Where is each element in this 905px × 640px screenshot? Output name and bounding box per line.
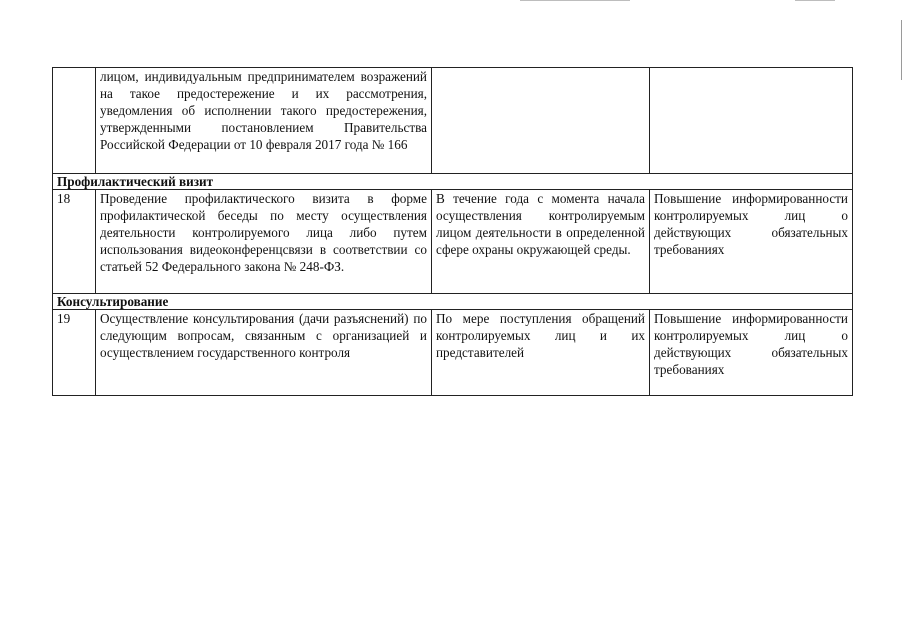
activity-cell: Осуществление консультирования (дачи разъяснений) по следующим вопросам, связанным с организацией и осуществлением государственного контроля [96,310,432,396]
row-number [53,68,96,174]
activity-cell: лицом, индивидуальным предпринимателем возражений на такое предостережение и их рассмотрения, уведомления об исполнении такого предостережения, утвержденными постановлением Правительства Российской Федерации от 10 февраля 2017 года № 166 [96,68,432,174]
period-cell [432,68,650,174]
result-cell: Повышение информированности контролируемых лиц о действующих обязательных требованиях [650,190,853,294]
row-number: 19 [53,310,96,396]
section-header-row [53,294,853,310]
section-title: Консультирование [53,294,853,310]
period-cell: По мере поступления обращений контролируемых лиц и их представителей [432,310,650,396]
section-header-row [53,174,853,190]
table-row [53,68,853,174]
activities-table [52,67,853,396]
section-title: Профилактический визит [53,174,853,190]
result-cell: Повышение информированности контролируемых лиц о действующих обязательных требованиях [650,310,853,396]
table-row [53,190,853,294]
period-cell: В течение года с момента начала осуществления контролируемым лицом деятельности в определенной сфере охраны окружающей среды. [432,190,650,294]
result-cell [650,68,853,174]
scan-artifact-top-right [795,0,835,1]
activity-cell: Проведение профилактического визита в форме профилактической беседы по месту осуществления деятельности контролируемого лица либо путем использования видеоконференцсвязи в соответствии со статьей 52 Федерального закона № 248-ФЗ. [96,190,432,294]
scan-artifact-top [520,0,630,1]
scan-artifact-edge [901,20,902,80]
row-number: 18 [53,190,96,294]
table-row [53,310,853,396]
